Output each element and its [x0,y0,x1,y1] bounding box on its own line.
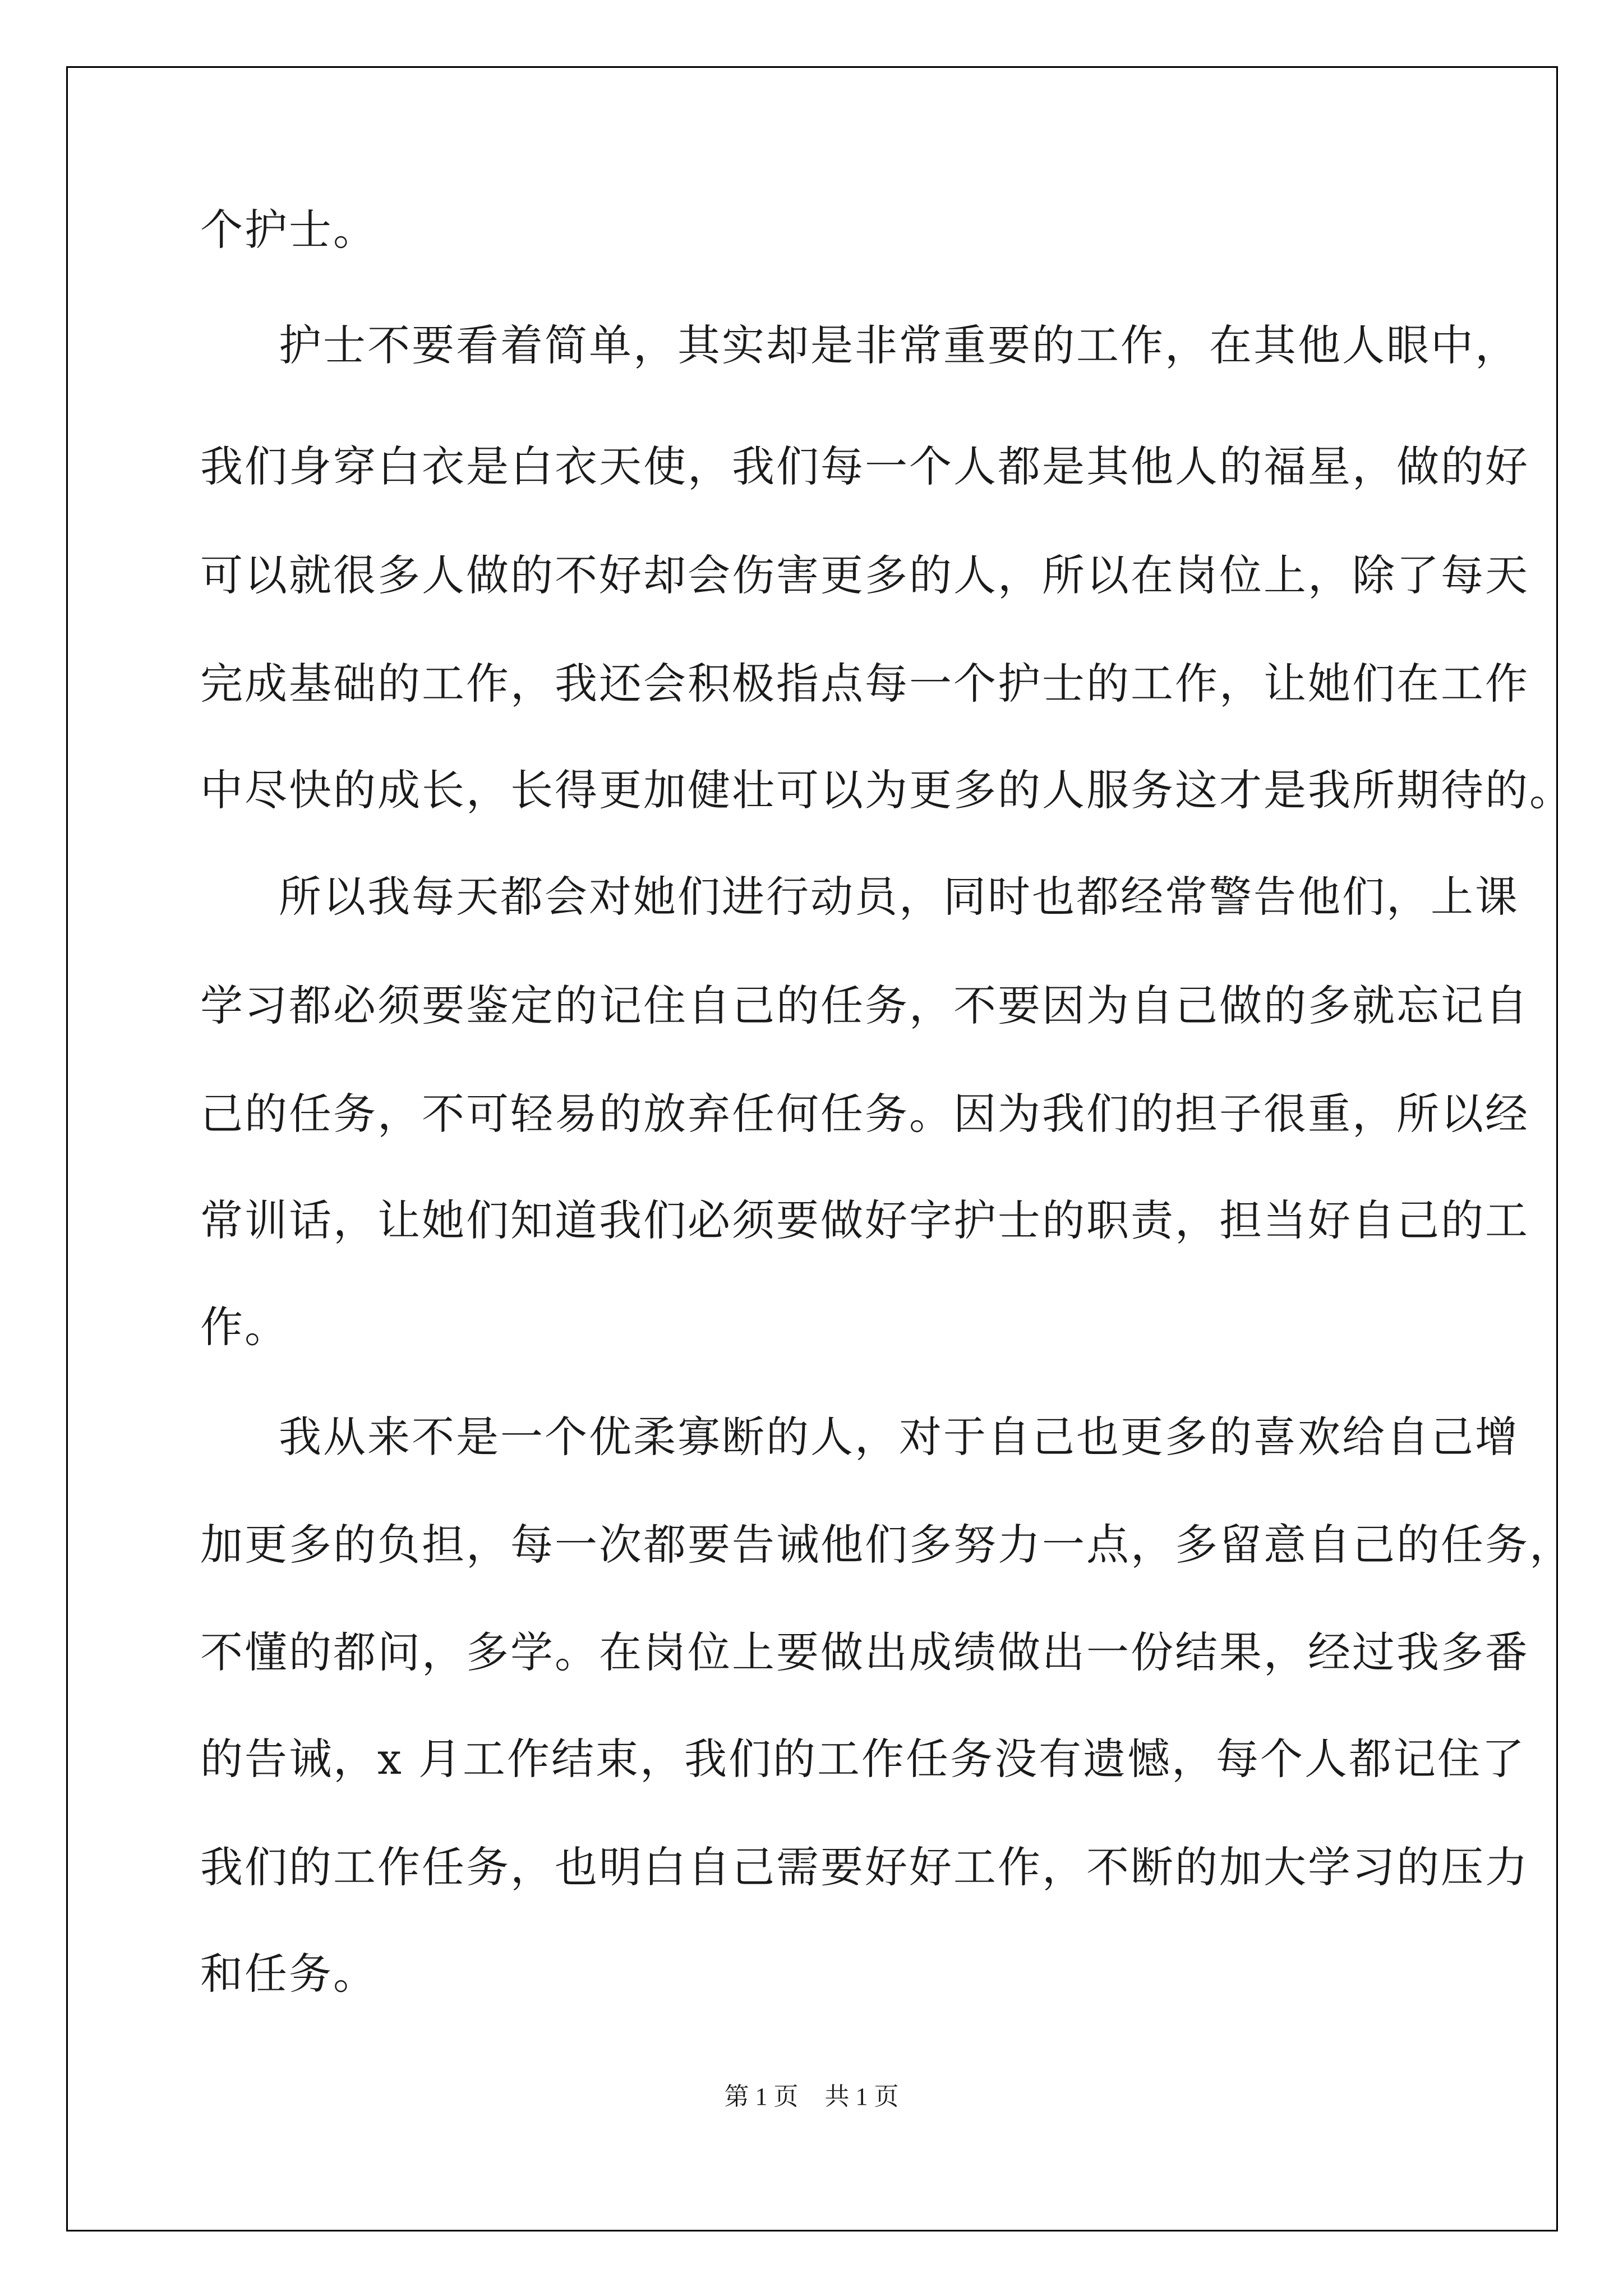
text-line: 不懂的都问，多学。在岗位上要做出成绩做出一份结果，经过我多番 [200,1627,1529,1677]
text-line: 和任务。 [200,1949,377,1999]
text-line: 学习都必须要鉴定的记住自己的任务，不要因为自己做的多就忘记自 [200,981,1529,1030]
text-line: 加更多的负担，每一次都要告诫他们多努力一点，多留意自己的任务， [200,1520,1574,1570]
text-line: 所以我每天都会对她们进行动员，同时也都经常警告他们，上课 [279,872,1519,922]
text-line: 我从来不是一个优柔寡断的人，对于自己也更多的喜欢给自己增 [279,1412,1519,1462]
text-line: 的告诫，x 月工作结束，我们的工作任务没有遗憾，每个人都记住了 [200,1734,1527,1784]
text-line: 作。 [200,1302,289,1352]
text-line: 我们的工作任务，也明白自己需要好好工作，不断的加大学习的压力 [200,1842,1529,1892]
text-line: 常训话，让她们知道我们必须要做好字护士的职责，担当好自己的工 [200,1195,1529,1245]
text-line: 己的任务，不可轻易的放弃任何任务。因为我们的担子很重，所以经 [200,1089,1529,1139]
page-border [66,66,1574,2231]
text-line: 完成基础的工作，我还会积极指点每一个护士的工作，让她们在工作 [200,659,1529,708]
page-total: 共 1 页 [824,2083,899,2110]
text-line: 可以就很多人做的不好却会伤害更多的人，所以在岗位上，除了每天 [200,550,1529,600]
page-number: 第 1 页 [724,2083,799,2110]
text-line: 中尽快的成长，长得更加健壮可以为更多的人服务这才是我所期待的。 [200,765,1574,815]
text-line: 护士不要看着简单，其实却是非常重要的工作，在其他人眼中， [279,320,1519,370]
text-line: 我们身穿白衣是白衣天使，我们每一个人都是其他人的福星，做的好 [200,441,1529,491]
text-line: 个护士。 [200,205,377,255]
page-footer [0,2080,1623,2114]
